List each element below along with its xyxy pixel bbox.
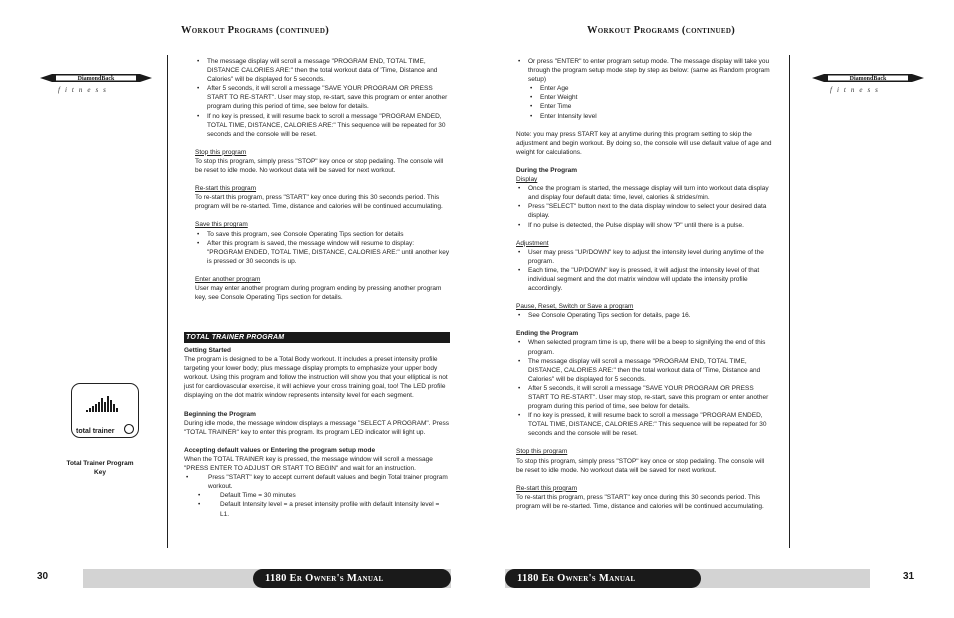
list-item: • After 5 seconds, it will scroll a message "SAVE YOUR PROGRAM OR PRESS START TO RE-START". User may stop, re-start, save this program or enter another program during this period of time, see below for details.: [516, 384, 773, 411]
subheading-restart: Re-start this program: [516, 484, 578, 492]
list-item: • Enter Weight: [516, 93, 773, 102]
brand-logo-right: [812, 66, 924, 106]
logo-wordmark-graphic: [812, 72, 924, 84]
paragraph-stop: To stop this program, simply press "STOP" key once or stop pedaling. The console will be reset to idle mode. No workout data will be saved for next workout.: [516, 457, 765, 474]
list-item: • If no key is pressed, it will resume back to scroll a message "PROGRAM ENDED, TOTAL TIME, DISTANCE, CALORIES ARE:" This sequence will be repeated for 30 seconds and the console will be reset.: [516, 411, 773, 438]
paragraph-restart: To re-start this program, press "START" key once during this 30 seconds period. This program will be re-started. Time, distance and calories will be continued accumulating.: [195, 194, 443, 211]
paragraph-enter: User may enter another program during program ending by pressing another program key, see Console Operating Tips section for details.: [195, 284, 442, 302]
list-item: • User may press "UP/DOWN" key to adjust the intensity level during anytime of the program.: [516, 248, 773, 266]
subheading-display: Display: [516, 176, 538, 184]
paragraph-accepting: When the TOTAL TRAINER key is pressed, the message window will scroll a message "PRESS ENTER TO ADJUST OR START TO BEGIN" and wait for an instruction.: [184, 455, 433, 473]
logo-wordmark: DiamondBack: [77, 76, 115, 82]
subheading-pause: Pause, Reset, Switch or Save a program: [516, 303, 634, 311]
left-page-text-upper: [195, 57, 450, 311]
led-profile-icon: [72, 384, 140, 439]
list-item: • Press "START" key to accept current default values and begin Total trainer program workout.: [184, 473, 450, 491]
key-graphic-label: total trainer: [76, 428, 115, 435]
logo-wordmark: DiamondBack: [849, 76, 887, 82]
list-item: • Or press "ENTER" to enter program setup mode. The message display will take you through the program setup mode step by step as below: (same as Random program setup): [516, 57, 773, 84]
logo-subtitle: fitness: [58, 86, 111, 94]
page-header-right: Workout Programs (continued): [587, 25, 736, 36]
page-header-left: Workout Programs (continued): [181, 25, 330, 36]
list-item: • Enter Age: [516, 84, 773, 93]
subheading-stop: Stop this program: [195, 148, 247, 156]
list-item: • After 5 seconds, it will scroll a message "SAVE YOUR PROGRAM OR PRESS START TO RE-START". User may stop, re-start, save this program or enter another program during this period of time, see below for details.: [195, 84, 450, 111]
list-item: • To save this program, see Console Operating Tips section for details: [195, 230, 450, 239]
right-page-text: [516, 57, 773, 511]
list-item: • Once the program is started, the message display will turn into workout data display and display four default data: time, level, calories & strides/min.: [516, 184, 773, 202]
brand-logo-left: [40, 66, 152, 106]
list-item: • Each time, the "UP/DOWN" key is pressed, it will adjust the intensity level of that individual segment and the dot matrix window will update the intensity profile accordingly.: [516, 266, 773, 293]
heading-beginning: Beginning the Program: [184, 410, 256, 418]
paragraph-note: Note: you may press START key at anytime during this program setting to skip the adjustment and begin workout. By doing so, the console will use default value of age and weight for calculations.: [516, 130, 772, 156]
paragraph-restart: To re-start this program, press "START" key once during this 30 seconds period. This program will be re-started. Time, distance and calories will be continued accumulating.: [516, 493, 764, 510]
paragraph-stop: To stop this program, simply press "STOP" key once or stop pedaling. The console will be reset to idle mode. No workout data will be saved for next workout.: [195, 157, 444, 175]
subheading-adjustment: Adjustment: [516, 239, 549, 247]
list-item: • Press "SELECT" button next to the data display window to select your desired data display.: [516, 202, 773, 220]
heading-ending: Ending the Program: [516, 330, 579, 338]
list-item: • If no key is pressed, it will resume back to scroll a message "PROGRAM ENDED, TOTAL TIME, DISTANCE, CALORIES ARE:" This sequence will be repeated for 30 seconds and the console will be reset.: [195, 112, 450, 139]
paragraph-beginning: During idle mode, the message window displays a message "SELECT A PROGRAM". Press "TOTAL TRAINER" key to enter this program. Its program LED indicator will light up.: [184, 419, 449, 436]
logo-wordmark-graphic: [40, 72, 152, 84]
heading-accepting: Accepting default values or Entering the program setup mode: [184, 446, 376, 454]
paragraph-getting-started: The program is designed to be a Total Body workout. It includes a preset intensity profile targeting your lower body; plus message display prompts to emphasize your upper body workout. Using this program and follow the instruction will show you that your elliptical is not just for cardiovascular exercise, it will achieve your cross training goal, too! The LED profile displaying on the dot matrix window represents intensity level for each segment.: [184, 356, 448, 400]
list-item: • The message display will scroll a message "PROGRAM END, TOTAL TIME, DISTANCE, CALORIES ARE:" then the total workout data of 'Time, Distance and Calories" will be displayed for 5 seconds.: [516, 357, 773, 384]
page-number-left: 30: [37, 571, 49, 582]
subheading-stop: Stop this program: [516, 448, 568, 456]
list-item: • The message display will scroll a message "PROGRAM END, TOTAL TIME, DISTANCE CALORIES ARE:" then the total workout data of 'Time, Distance and Calories" will be displayed for 5 seconds.: [195, 57, 450, 84]
list-item: • Default Time = 30 minutes: [184, 491, 450, 500]
page-number-right: 31: [903, 571, 915, 582]
list-item: • See Console Operating Tips section for details, page 16.: [516, 311, 773, 320]
subheading-enter: Enter another program: [195, 275, 261, 283]
total-trainer-key-graphic: [71, 383, 139, 438]
logo-subtitle: fitness: [830, 86, 883, 94]
footer-title-right: 1180 Er Owner's Manual: [505, 569, 701, 588]
list-item: • Enter Time: [516, 102, 773, 111]
left-page-text-lower: [184, 346, 450, 519]
subheading-restart: Re-start this program: [195, 185, 257, 193]
column-divider-left: [167, 55, 168, 548]
list-item: • Default Intensity level = a preset intensity profile with default Intensity level = L1.: [184, 500, 450, 518]
heading-getting-started: Getting Started: [184, 347, 231, 354]
key-caption: Total Trainer Program Key: [66, 460, 134, 476]
section-title-total-trainer: TOTAL TRAINER PROGRAM: [184, 332, 450, 343]
subheading-save: Save this program: [195, 221, 248, 229]
column-divider-right: [789, 55, 790, 548]
list-item: • When selected program time is up, there will be a beep to signifying the end of this program.: [516, 338, 773, 356]
list-item: • If no pulse is detected, the Pulse display will show "P" until there is a pulse.: [516, 221, 773, 230]
list-item: • Enter Intensity level: [516, 112, 773, 121]
list-item: • After this program is saved, the message window will resume to display: "PROGRAM ENDED, TOTAL TIME, DISTANCE, CALORIES ARE:" until another key is pressed or 30 seconds is up.: [195, 239, 450, 266]
footer-title-left: 1180 Er Owner's Manual: [253, 569, 451, 588]
heading-during: During the Program: [516, 166, 578, 174]
